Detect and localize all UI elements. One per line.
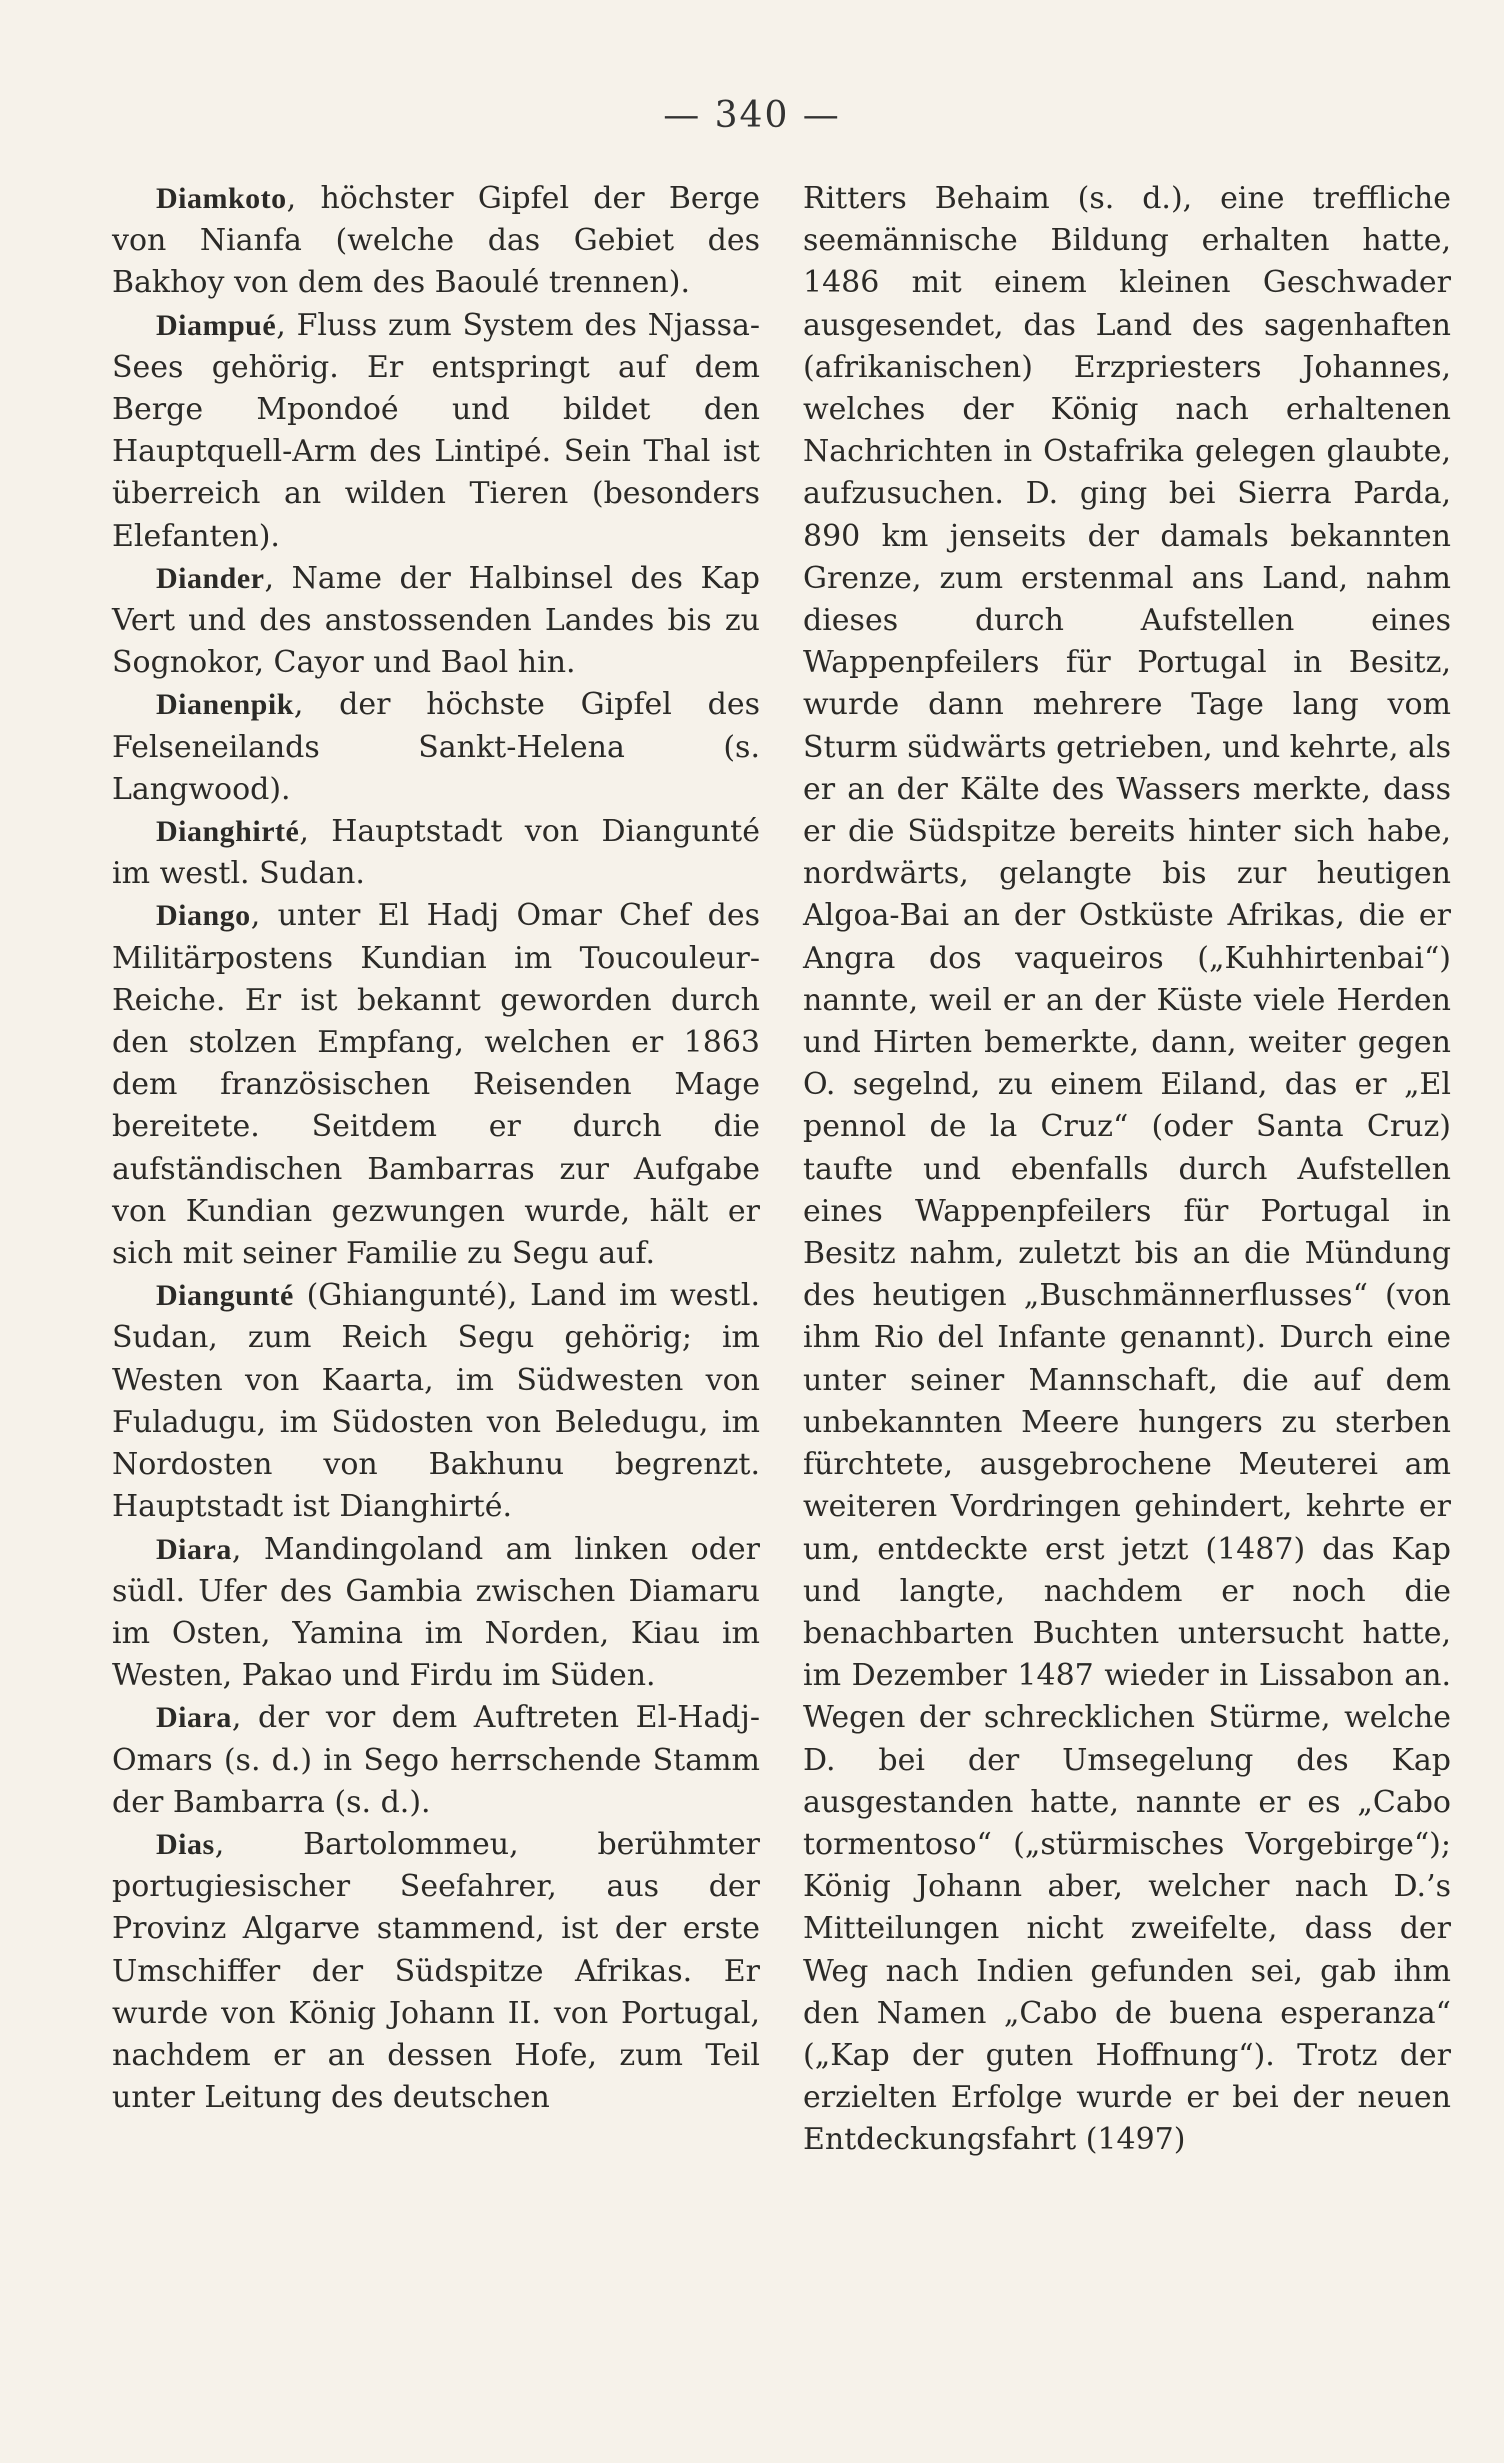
entry-diango	[112, 895, 760, 1275]
headword: Dias	[156, 1827, 215, 1861]
entry-text: , der höchste Gipfel des Felseneilands Sankt-Helena (s. Langwood).	[112, 687, 760, 807]
headword: Diangunté	[156, 1279, 294, 1313]
entry-text: , höchster Gipfel der Berge von Nianfa (welche das Gebiet des Bakhoy von dem des Baoulé trennen).	[112, 181, 760, 301]
left-column	[112, 178, 760, 2119]
entry-diamkoto	[112, 178, 760, 305]
entry-diander	[112, 558, 760, 685]
right-column	[803, 178, 1451, 2162]
headword: Diara	[156, 1701, 232, 1735]
headword: Dianghirté	[156, 815, 300, 849]
entry-text: , Fluss zum System des Njassa-Sees gehörig. Er entspringt auf dem Berge Mpondoé und bildet den Hauptquell-Arm des Lintipé. Sein Thal ist überreich an wilden Tieren (besonders Elefanten).	[112, 307, 760, 554]
entry-diangunte	[112, 1275, 760, 1528]
entry-text: (Ghiangunté), Land im westl. Sudan, zum Reich Segu gehörig; im Westen von Kaarta, im Südwesten von Fuladugu, im Südosten von Beledugu, im Nordosten von Bakhunu begrenzt. Hauptstadt ist Dianghirté.	[112, 1278, 760, 1525]
headword: Diango	[156, 899, 251, 933]
entry-dianenpik	[112, 684, 760, 811]
headword: Diander	[156, 561, 265, 595]
headword: Diampué	[156, 308, 277, 342]
entry-text: , Name der Halbinsel des Kap Vert und des anstossenden Landes bis zu Sognokor, Cayor und Baol hin.	[112, 560, 760, 681]
dias-continuation-text: Ritters Behaim (s. d.), eine treffliche seemännische Bildung erhalten hatte, 1486 mit einem kleinen Geschwader ausgesendet, das Land des sagenhaften (afrikanischen) Erzpriesters Johannes, welches der König nach erhaltenen Nachrichten in Ostafrika gelegen glaubte, aufzusuchen. D. ging bei Sierra Parda, 890 km jenseits der damals bekannten Grenze, zum erstenmal ans Land, nahm dieses durch Aufstellen eines Wappenpfeilers für Portugal in Besitz, wurde dann mehrere Tage lang vom Sturm südwärts getrieben, und kehrte, als er an der Kälte des Wassers merkte, dass er die Südspitze bereits hinter sich habe, nordwärts, gelangte bis zur heutigen Algoa-Bai an der Ostküste Afrikas, die er Angra dos vaqueiros („Kuhhirtenbai“) nannte, weil er an der Küste viele Herden und Hirten bemerkte, dann, weiter gegen O. segelnd, zu einem Eiland, das er „El pennol de la Cruz“ (oder Santa Cruz) taufte und ebenfalls durch Aufstellen eines Wappenpfeilers für Portugal in Besitz nahm, zuletzt bis an die Mündung des heutigen „Buschmännerflusses“ (von ihm Rio del Infante genannt). Durch eine unter seiner Mannschaft, die auf dem unbekannten Meere hungers zu sterben fürchtete, ausgebrochene Meuterei am weiteren Vordringen gehindert, kehrte er um, entdeckte erst jetzt (1487) das Kap und langte, nachdem er noch die benachbarten Buchten untersucht hatte, im Dezember 1487 wieder in Lissabon an. Wegen der schrecklichen Stürme, welche D. bei der Umsegelung des Kap ausgestanden hatte, nannte er es „Cabo tormentoso“ („stürmisches Vorgebirge“); König Johann aber, welcher nach D.’s Mitteilungen nicht zweifelte, dass der Weg nach Indien gefunden sei, gab ihm den Namen „Cabo de buena esperanza“ („Kap der guten Hoffnung“). Trotz der erzielten Erfolge wurde er bei der neuen Entdeckungsfahrt (1497)	[803, 181, 1451, 2158]
entry-text: , der vor dem Auftreten El-Hadj-Omars (s. d.) in Sego herrschende Stamm der Bambarra (s. d.).	[112, 1700, 760, 1820]
entry-text: , Mandingoland am linken oder südl. Ufer des Gambia zwischen Diamaru im Osten, Yamina im Norden, Kiau im Westen, Pakao und Firdu im Süden.	[112, 1531, 760, 1694]
entry-dias	[112, 1824, 760, 2119]
headword: Diamkoto	[156, 182, 287, 215]
entry-text: , Bartolommeu, berühmter portugiesischer Seefahrer, aus der Provinz Algarve stammend, ist der erste Umschiffer der Südspitze Afrikas. Er wurde von König Johann II. von Portugal, nachdem er an dessen Hofe, zum Teil unter Leitung des deutschen	[112, 1826, 760, 2116]
entry-dianghirte	[112, 811, 760, 895]
page-number: — 340 —	[663, 95, 841, 136]
headword: Diara	[156, 1532, 232, 1566]
entry-text: , unter El Hadj Omar Chef des Militärpostens Kundian im Toucouleur-Reiche. Er ist bekannt geworden durch den stolzen Empfang, welchen er 1863 dem französischen Reisenden Mage bereitete. Seitdem er durch die aufständischen Bambarras zur Aufgabe von Kundian gezwungen wurde, hält er sich mit seiner Familie zu Segu auf.	[112, 898, 760, 1272]
entry-text: , Hauptstadt von Diangunté im westl. Sudan.	[112, 814, 760, 892]
entry-diampue	[112, 305, 760, 558]
entry-diara-stamm	[112, 1697, 760, 1824]
entry-diara-land	[112, 1529, 760, 1698]
headword: Dianenpik	[156, 688, 294, 722]
